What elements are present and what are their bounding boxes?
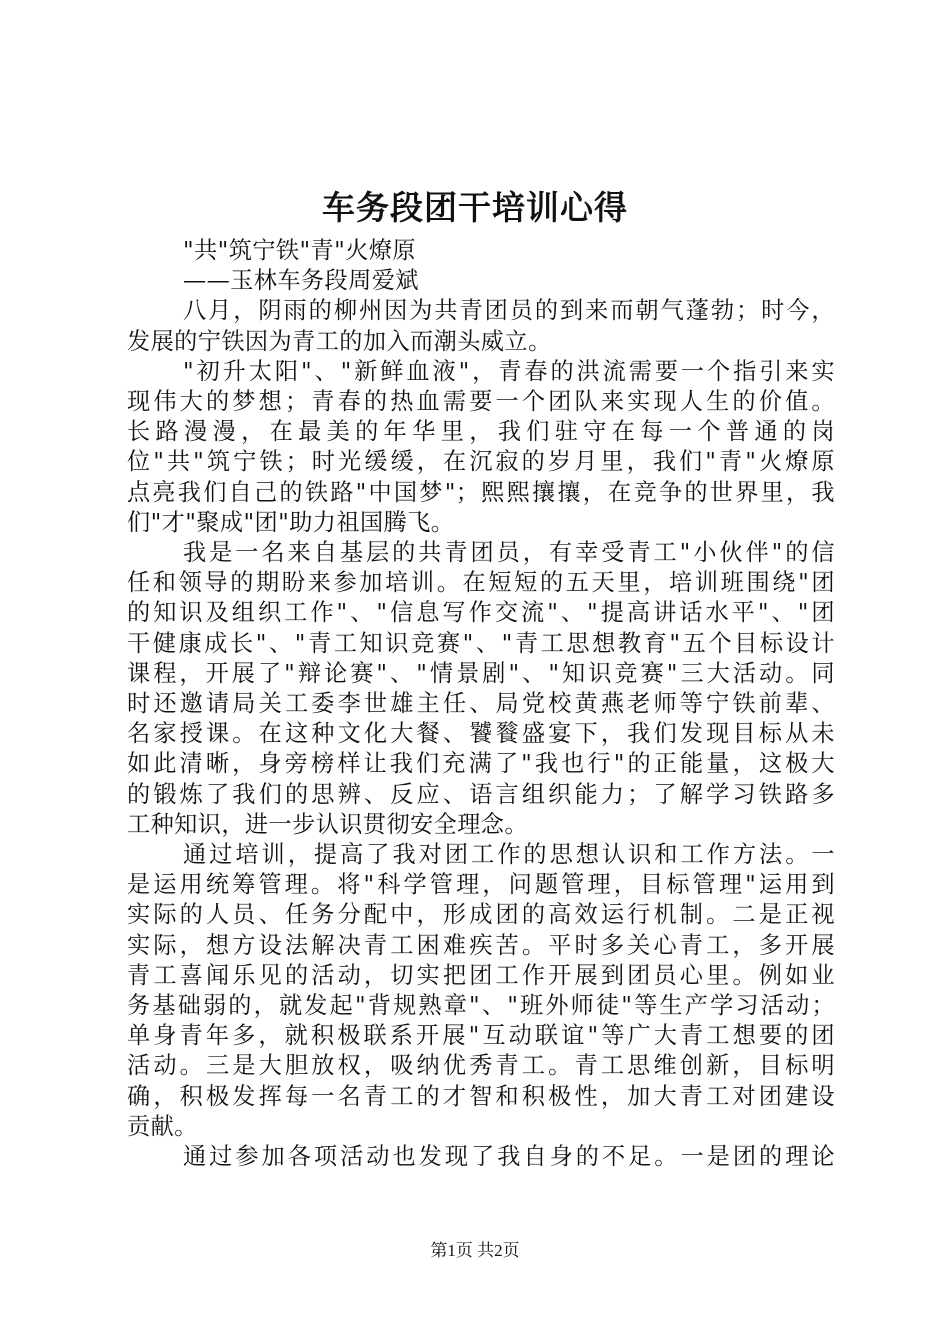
body-line: 任和领导的期盼来参加培训。在短短的五天里，培训班围绕"团 [127, 569, 835, 597]
body-line: 时还邀请局关工委李世雄主任、局党校黄燕老师等宁铁前辈、 [127, 690, 835, 718]
body-line: 长路漫漫，在最美的年华里，我们驻守在每一个普通的岗 [127, 418, 835, 446]
body-line: 贡献。 [127, 1112, 198, 1140]
page-footer: 第1页 共2页 [430, 1241, 520, 1260]
document-author: ——玉林车务段周爱斌 [183, 267, 419, 295]
body-line: 青工喜闻乐见的活动，切实把团工作开展到团员心里。例如业 [127, 961, 835, 989]
body-lines [127, 296, 835, 1172]
body-line: 的知识及组织工作"、"信息写作交流"、"提高讲话水平"、"团 [127, 599, 835, 627]
body-line: 们"才"聚成"团"助力祖国腾飞。 [127, 508, 455, 536]
body-line: 名家授课。在这种文化大餐、饕餮盛宴下，我们发现目标从未 [127, 720, 835, 748]
body-line: 务基础弱的，就发起"背规熟章"、"班外师徒"等生产学习活动； [127, 992, 835, 1020]
document-title: 车务段团干培训心得 [322, 188, 628, 227]
body-line: 实际的人员、任务分配中，形成团的高效运行机制。二是正视 [127, 901, 835, 929]
body-line: 如此清晰，身旁榜样让我们充满了"我也行"的正能量，这极大 [127, 750, 835, 778]
body-line: "初升太阳"、"新鲜血液"，青春的洪流需要一个指引来实 [183, 357, 835, 385]
body-line: 八月，阴雨的柳州因为共青团员的到来而朝气蓬勃；时今， [183, 297, 835, 325]
body-line: 位"共"筑宁铁；时光缓缓，在沉寂的岁月里，我们"青"火燎原 [127, 448, 835, 476]
body-line: 课程，开展了"辩论赛"、"情景剧"、"知识竞赛"三大活动。同 [127, 659, 835, 687]
body-line: 工种知识，进一步认识贯彻安全理念。 [127, 810, 528, 838]
body-line: 活动。三是大胆放权，吸纳优秀青工。青工思维创新，目标明 [127, 1052, 835, 1080]
body-line: 是运用统筹管理。将"科学管理，问题管理，目标管理"运用到 [127, 871, 835, 899]
body-line: 的锻炼了我们的思辨、反应、语言组织能力；了解学习铁路多 [127, 780, 835, 808]
body-line: 单身青年多，就积极联系开展"互动联谊"等广大青工想要的团 [127, 1022, 835, 1050]
body-line: 通过参加各项活动也发现了我自身的不足。一是团的理论 [183, 1143, 835, 1171]
body-line: 干健康成长"、"青工知识竞赛"、"青工思想教育"五个目标设计 [127, 629, 835, 657]
body-line: 确，积极发挥每一名青工的才智和积极性，加大青工对团建设 [127, 1082, 835, 1110]
body-line: 发展的宁铁因为青工的加入而潮头威立。 [127, 327, 552, 355]
document-body [127, 236, 835, 1172]
body-line: 现伟大的梦想；青春的热血需要一个团队来实现人生的价值。 [127, 388, 835, 416]
body-line: 点亮我们自己的铁路"中国梦"；熙熙攘攘，在竞争的世界里，我 [127, 478, 835, 506]
body-line: 实际，想方设法解决青工困难疾苦。平时多关心青工，多开展 [127, 931, 835, 959]
document-subtitle: "共"筑宁铁"青"火燎原 [183, 237, 416, 264]
body-line: 我是一名来自基层的共青团员，有幸受青工"小伙伴"的信 [183, 539, 835, 567]
body-line: 通过培训，提高了我对团工作的思想认识和工作方法。一 [183, 841, 835, 869]
